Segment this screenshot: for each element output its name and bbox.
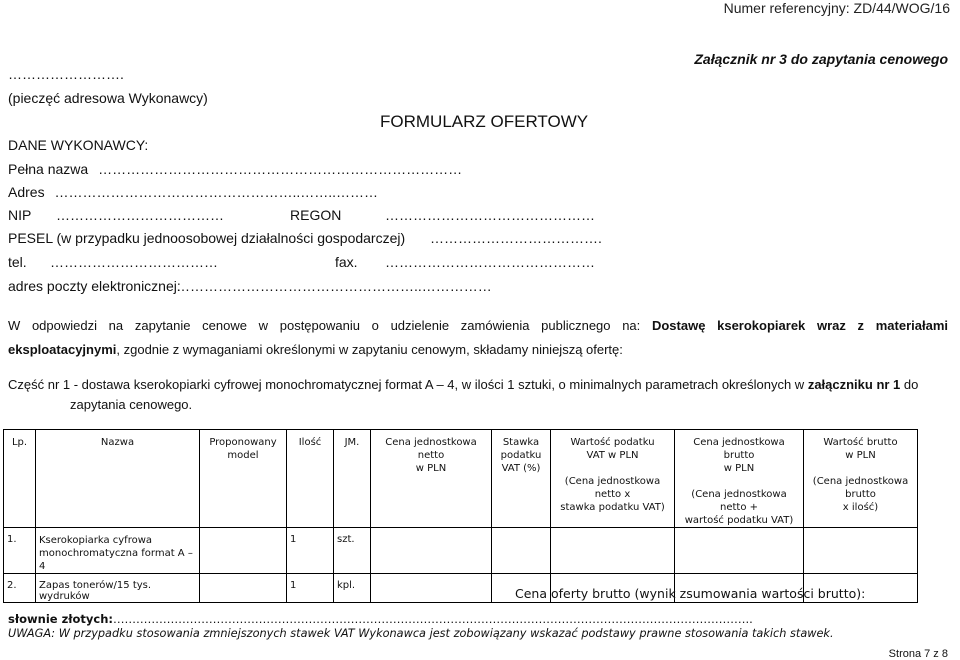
intro-paragraph [8,314,948,362]
row1-gross-cell[interactable] [675,528,804,574]
email-dots[interactable]: ……………………………………………..…………… [176,278,492,294]
row2-lp: 2. [4,574,36,603]
contractor-heading: DANE WYKONAWCY: [8,137,149,153]
row1-unit: szt. [334,528,371,574]
part-text-c: zapytania cenowego. [70,397,193,412]
th-lp: Lp. [4,430,36,528]
th-gross-price: Cena jednostkowa brutto w PLN (Cena jednostkowa netto + wartość podatku VAT) [675,430,804,528]
reference-number: Numer referencyjny: ZD/44/WOG/16 [723,0,950,16]
form-title: FORMULARZ OFERTOWY [380,112,589,131]
words-label: słownie złotych: [8,612,114,626]
pesel-label: PESEL (w przypadku jednoosobowej działalności gospodarczej) [8,230,406,246]
fax-dots[interactable]: ……………………………………… [385,254,595,270]
gross-total-note: (wynik zsumowania wartości brutto): [630,586,866,601]
intro-subject-b: eksploatacyjnymi [8,342,117,357]
pesel-dots[interactable]: ………………………………. [430,230,602,246]
th-gross-total: Wartość brutto w PLN (Cena jednostkowa brutto x ilość) [804,430,918,528]
name-label: Pełna nazwa [8,161,89,177]
part-annex-ref: załączniku nr 1 [807,377,901,392]
nip-dots[interactable]: ……………………………… [56,207,224,223]
row1-total-cell[interactable] [804,528,918,574]
row1-qty: 1 [287,528,334,574]
row1-net-cell[interactable] [371,528,492,574]
table-header-row [4,430,918,528]
nip-label: NIP [8,207,32,223]
row2-name: Zapas tonerów/15 tys. wydruków [36,574,200,603]
th-qty: Ilość [287,430,334,528]
part-paragraph [8,375,948,415]
stamp-label: (pieczęć adresowa Wykonawcy) [8,90,208,106]
table-row [4,528,918,574]
regon-label: REGON [290,207,342,223]
intro-text-a: W odpowiedzi na zapytanie cenowe w postępowaniu o udzielenie zamówienia publicznego na: [8,318,652,333]
contractor-name-row [8,161,462,177]
row2-qty: 1 [287,574,334,603]
gross-total-label: Cena oferty brutto [515,586,631,601]
amount-in-words [8,612,753,626]
row1-lp: 1. [4,528,36,574]
part-text-a: Część nr 1 - dostawa kserokopiarki cyfrowej monochromatycznej format A – 4, w ilości 1 sztuki, o minimalnych parametrach określonych w [8,377,808,392]
offer-table [3,429,918,603]
words-dots[interactable]: ………………………………………………………………………………………………………………………………………………….. [113,612,753,626]
row1-vat-rate-cell[interactable] [492,528,551,574]
address-dots[interactable]: ……………………………………………..……..……… [54,184,379,200]
th-vat-value: Wartość podatku VAT w PLN (Cena jednostkowa netto x stawka podatku VAT) [551,430,675,528]
intro-subject-a: Dostawę kserokopiarek wraz z materiałami [651,318,948,333]
page-number: Strona 7 z 8 [888,648,948,660]
intro-text-b: , zgodnie z wymaganiami określonymi w zapytaniu cenowym, składamy niniejszą ofertę: [116,342,623,357]
row2-unit: kpl. [334,574,371,603]
stamp-dots: ……………………. [8,66,124,82]
email-label: adres poczty elektronicznej: [8,278,181,294]
th-unit: JM. [334,430,371,528]
address-label: Adres [8,184,45,200]
tel-label: tel. [8,254,27,270]
row1-name: Kserokopiarka cyfrowa monochromatyczna format A – 4 [36,528,200,574]
name-dots[interactable]: …………………………………………………………………… [98,161,463,177]
vat-note: UWAGA: W przypadku stosowania zmniejszonych stawek VAT Wykonawca jest zobowiązany wskazać podstawy prawne stosowania takich stawek. [8,627,834,640]
row2-model-cell[interactable] [200,574,287,603]
row1-vat-value-cell[interactable] [551,528,675,574]
part-text-b: do [900,377,919,392]
fax-label: fax. [335,254,358,270]
tel-dots[interactable]: ……………………………… [50,254,218,270]
row1-model-cell[interactable] [200,528,287,574]
th-name: Nazwa [36,430,200,528]
th-model: Proponowany model [200,430,287,528]
th-net-price: Cena jednostkowa netto w PLN [371,430,492,528]
th-vat-rate: Stawka podatku VAT (%) [492,430,551,528]
annex-label: Załącznik nr 3 do zapytania cenowego [694,51,948,67]
row2-net-cell[interactable] [371,574,492,603]
gross-total-line [515,586,865,601]
regon-dots[interactable]: ……………………………………… [385,207,595,223]
contractor-address-row [8,184,378,200]
